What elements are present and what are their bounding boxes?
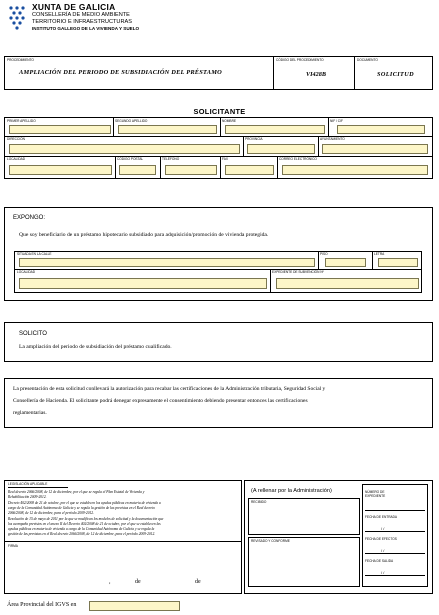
direccion-field[interactable] [9, 144, 240, 154]
date-comma: , [109, 579, 111, 585]
xunta-logo [7, 4, 27, 30]
revisado-label: REVISADO Y CONFORME [251, 539, 290, 543]
fecha-efectos-slashes: / / [381, 548, 385, 553]
dept-line-1: CONSELLERÍA DE MEDIO AMBIENTE [32, 12, 130, 18]
firma-area[interactable] [8, 551, 238, 577]
admin-box [244, 480, 433, 594]
leg-line-4: 2066/2008, de 12 de diciembre, para el período 2009-2012. [8, 511, 95, 515]
leg-line-3: cargo de la Comunidad Autónoma de Galicia y se regula la gestión de las previstas en el Real decreto [8, 506, 155, 510]
fecha-entrada-label: FECHA DE ENTRADA [365, 515, 398, 519]
consent-line-1: La presentación de esta solicitud conllevará la autorización para recabar las certificaciones de la Administración tributaria, Seguridad Social y [13, 386, 326, 392]
vivienda-table [14, 251, 422, 293]
situada-field[interactable] [19, 258, 315, 267]
provincia-label: PROVINCIA [245, 137, 263, 141]
fecha-entrada-slashes: / / [381, 526, 385, 531]
piso-field[interactable] [325, 258, 366, 267]
fecha-efectos-label: FECHA DE EFECTOS [365, 537, 397, 541]
nombre-field[interactable] [225, 125, 325, 134]
procedure-title: AMPLIACIÓN DEL PERIODO DE SUBSIDIACIÓN DEL PRÉSTAMO [19, 69, 222, 76]
doc-value: SOLICITUD [377, 71, 414, 78]
fax-label: FAX [222, 157, 229, 161]
dept-line-2: TERRITORIO E INFRAESTRUCTURAS [32, 19, 132, 25]
ayuntamiento-label: AYUNTAMIENTO [320, 137, 345, 141]
leg-line-5: Resolución de 15 de mayo de 2011 por la que se modifican los modelos de solicitud y la documentación que [8, 517, 164, 521]
correo-label: CORREO ELECTRÓNICO [279, 157, 317, 161]
nombre-label: NOMBRE [222, 119, 236, 123]
revisado-box [248, 537, 360, 587]
fecha-salida-slashes: / / [381, 570, 385, 575]
provincia-field[interactable] [247, 144, 315, 154]
nif-label: NIF / CIF [330, 119, 343, 123]
exp-localidad-field[interactable] [19, 278, 267, 289]
area-provincial-field[interactable] [89, 601, 180, 611]
leg-line-2: Decreto 402/2008 de 21 de octubre, por el que se establecen los ayudas públicas en materia de vivienda a [8, 501, 161, 505]
codigo-postal-label: CÓDIGO POSTAL [117, 157, 144, 161]
expongo-title: EXPONGO: [13, 215, 46, 221]
telefono-field[interactable] [165, 165, 217, 175]
admin-title: (A rellenar por la Administración) [251, 488, 332, 494]
date-de-2: de [195, 579, 201, 585]
expediente-label: EXPEDIENTE DE SUBVENCIÓN Nº [272, 270, 324, 274]
segundo-apellido-field[interactable] [118, 125, 217, 134]
code-label: CÓDIGO DEL PROCEDIMIENTO [276, 58, 324, 62]
consent-line-2: Consellería de Hacienda. El solicitante podrá denegar expresamente el consentimiento debiendo presentar entonces las certificaciones [13, 398, 308, 404]
leg-line-0: Real decreto 2066/2008, de 12 de diciembre, por el que se regula el Plan Estatal de Vivienda y [8, 490, 145, 494]
leg-line-1: Rehabilitación 2009-2012. [8, 495, 47, 499]
telefono-label: TELÉFONO [162, 157, 180, 161]
exp-localidad-label: LOCALIDAD [17, 270, 36, 274]
consent-line-3: reglamentarias. [13, 410, 47, 416]
solicitante-box [4, 117, 433, 179]
primer-apellido-label: PRIMER APELLIDO [7, 119, 36, 123]
localidad-label: LOCALIDAD [7, 157, 26, 161]
doc-label: DOCUMENTO [357, 58, 378, 62]
solicito-box [4, 322, 433, 362]
localidad-field[interactable] [9, 165, 112, 175]
procedure-box [4, 56, 433, 90]
leg-line-6: los acompaña previstos en el anexo II del Decreto 402/2008 de 21 de octubre, por el que se establecen las [8, 522, 161, 526]
area-provincial-label: Área Provincial del IGVS en [7, 602, 77, 608]
situada-label: SITUADA EN LA CALLE [17, 252, 52, 256]
recibido-label: RECIBIDO [251, 500, 267, 504]
primer-apellido-field[interactable] [9, 125, 111, 134]
ayuntamiento-field[interactable] [322, 144, 428, 154]
firma-label: FIRMA [8, 544, 18, 548]
legislacion-box [4, 480, 242, 594]
expongo-text: Que soy beneficiario de un préstamo hipotecario subsidiado para adquisición/promoción de vivienda protegida. [19, 232, 269, 238]
legislacion-title: LEGISLACIÓN APLICABLE [8, 482, 48, 486]
leg-line-8: gestión de las previstas en el Real decreto 2066/2008, de 12 de diciembre, para el período 2009-2012. [8, 532, 156, 536]
org-name: XUNTA DE GALICIA [32, 2, 116, 12]
piso-label: PISO [320, 252, 328, 256]
fecha-salida-label: FECHA DE SALIDA [365, 559, 394, 563]
procedure-label: PROCEDIMIENTO [7, 58, 34, 62]
segundo-apellido-label: SEGUNDO APELLIDO [115, 119, 148, 123]
leg-line-7: ayudas públicas en materia de vivienda a cargo de la Comunidad Autónoma de Galicia y se regula la [8, 527, 155, 531]
date-de-1: de [135, 579, 141, 585]
recibido-box [248, 498, 360, 535]
codigo-postal-field[interactable] [119, 165, 156, 175]
registro-box [362, 484, 428, 587]
expediente-field[interactable] [276, 278, 419, 289]
code-value: VI428B [306, 71, 326, 78]
num-expediente-label-2: EXPEDIENTE [365, 494, 386, 498]
fax-field[interactable] [225, 165, 274, 175]
num-expediente-label-1: NÚMERO DE [365, 490, 385, 494]
solicito-text: La ampliación del periodo de subsidiación del préstamo cualificado. [19, 344, 172, 350]
nif-field[interactable] [337, 125, 425, 134]
dept-line-3: INSTITUTO GALLEGO DE LA VIVIENDA Y SUELO [32, 26, 140, 31]
consent-box [4, 378, 433, 428]
letra-label: LETRA [374, 252, 385, 256]
expongo-box [4, 207, 433, 301]
solicitante-title: SOLICITANTE [193, 107, 246, 116]
solicito-title: SOLICITO [19, 331, 47, 337]
letra-field[interactable] [378, 258, 418, 267]
correo-field[interactable] [282, 165, 428, 175]
direccion-label: DIRECCIÓN [7, 137, 25, 141]
